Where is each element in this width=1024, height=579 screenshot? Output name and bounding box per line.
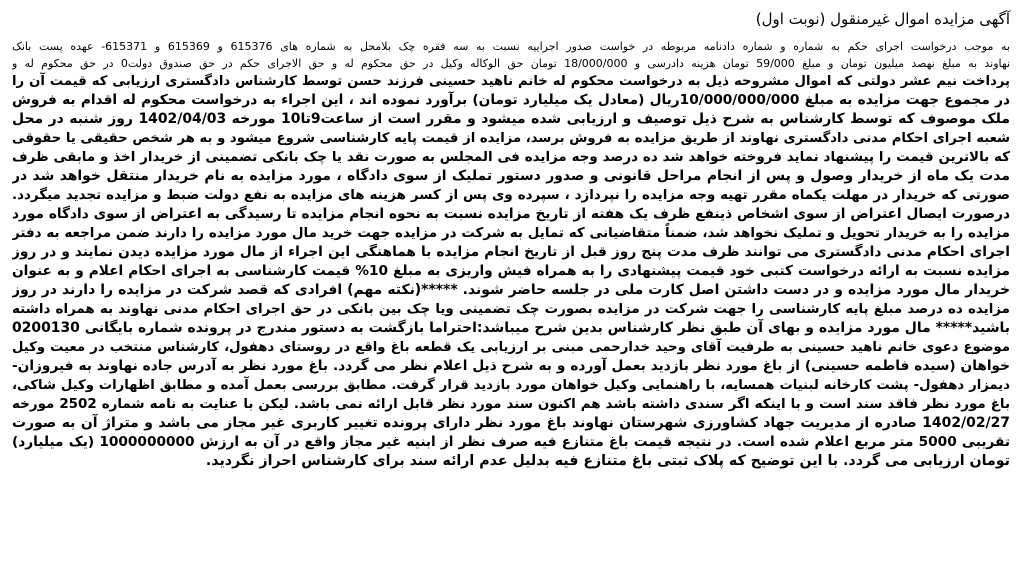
notice-line: نهاوند به مبلغ نهصد میلیون تومان و مبلغ 59/000 تومان هزینه دادرسی و 18/000/000 تومان حق الوکاله وکیل در حق محکوم له و حق الاجرای حکم در حق صندوق دولت0 در حق محکوم له و: [12, 57, 1010, 70]
notice-line: تومان ارزیابی می گردد. با این توضیح که پلاک ثبتی باغ متنازع فیه بدلیل عدم ارائه سند برای کارشناس احراز نگردید.: [205, 453, 1010, 469]
notice-line: موضوع دعوی خانم ناهید حسینی به طرفیت آقای وحید خدارحمی مبنی بر ارزیابی یک قطعه باغ واقع در روستای دهفول، کارشناس منتخب در معیت وکیل: [12, 340, 1010, 355]
notice-line: در مجموع جهت مزایده به مبلغ 10/000/000/000ریال (معادل یک میلیارد تومان) برآورد نموده اند ، این اجراء به درخواست محکوم له اقدام به فروش: [12, 92, 1010, 108]
notice-line: 1402/02/27 صادره از مدیریت جهاد کشاورزی شهرستان نهاوند باغ مورد نظر دارای پرونده تغییر کاربری غیر مجاز می باشد و متراژ آن به صورت: [12, 415, 1010, 431]
notice-line: به موجب درخواست اجرای حکم به شماره و شماره دادنامه مربوطه در خواست صدور اجراییه نسبت به سه فقره چک بلامحل به شماره های 615376 و 615369 و 615371- عهده پست بانک: [12, 40, 1010, 53]
notice-body: [12, 38, 1010, 471]
notice-line: صورتی که خریدار در مهلت یکماه مقرر تهیه وجه مزایده را نپردازد ، سپرده وی پس از کسر هزینه های مزایده به نفع دولت ضبط و مزایده تجدید میگردد.: [12, 188, 1010, 203]
notice-line: مزایده ده درصد مبلغ پایه کارشناسی را جهت شرکت در مزایده بصورت چک تضمینی ویا چک بین بانکی در حق اجرای احکام مدنی نهاوند به همراه داشته: [12, 302, 1010, 317]
notice-line: مزایده نسبت به ارائه درخواست کتبی خود قیمت پیشنهادی را به همراه فیش واریزی به مبلغ 10% قیمت کارشناسی به اجرای احکام اعلام و به عنوان: [12, 263, 1010, 279]
notice-line: پرداخت نیم عشر دولتی که اموال مشروحه ذیل به درخواست محکوم له خانم ناهید حسینی فرزند حسن توسط کارشناس دادگستری ارزیابی که قیمت آن را: [12, 74, 1010, 89]
notice-line: خواهان (سیده فاطمه حسینی) از باغ مورد نظر بازدید بعمل آورده و به شرح ذیل اعلام نظر می گردد. باغ مورد نظر به آدرس جاده نهاوند به فیروزان-: [12, 358, 1010, 374]
notice-title: آگهی مزایده اموال غیرمنقول (نوبت اول): [755, 10, 1010, 28]
notice-line: باشید***** مال مورد مزایده و بهای آن طبق نظر کارشناس بدین شرح میباشد:احتراما بازگشت به دستور مندرج در پرونده شماره بایگانی 0200130: [12, 320, 1010, 336]
notice-line: درصورت ایصال اعتراض از سوی اشخاص ذینفع ظرف یک هفته از تاریخ مزایده نسبت به نحوه انجام مزایده تا رسیدگی به اعتراض از سوی دادگاه مورد: [12, 206, 1010, 222]
notice-line: مدت یک ماه از خریدار وصول و پس از انجام مراحل قانونی و صدور دستور تملیک از سوی دادگاه ، مورد مزایده به نام خریدار منتقل خواهد شد در: [12, 168, 1010, 184]
notice-line: خریدار مال مورد مزایده و در دست داشتن اصل کارت ملی در جلسه حاضر شوند. *****(نکته مهم) افرادی که قصد شرکت در مزایده را دارند در روز: [12, 282, 1010, 298]
notice-line: باغ مورد نظر فاقد سند است و با اینکه اگر سندی داشته باشد هم اکنون سند مورد نظر قابل ارائه نمی باشد. لیکن با عنایت به نامه شماره 2502 مورخه: [12, 397, 1010, 412]
notice-line: اجرای احکام مدنی دادگستری می توانند ظرف مدت پنج روز قبل از تاریخ انجام مزایده با هماهنگی این اجراء از مال مورد مزایده دیدن نمایند و در روز: [12, 244, 1010, 260]
notice-line: شعبه اجرای احکام مدنی دادگستری نهاوند از طریق مزایده به فروش برسد، مزایده از قیمت پایه کارشناسی شروع میشود و به هر شخص حقیقی یا حقوقی: [12, 131, 1010, 146]
notice-line: تقریبی 5000 متر مربع اعلام شده است. در نتیجه قیمت باغ متنازع فیه صرف نظر از ابنیه غیر مجاز واقع در آن به ارزش 1000000000 (یک میلیارد): [12, 434, 1010, 450]
notice-line: که بالاترین قیمت را پیشنهاد نماید فروخته خواهد شد ده درصد وجه مزایده فی المجلس به صورت نقد یا چک بانکی تضمینی از خریدار اخذ و مابقی ظرف: [12, 150, 1010, 165]
notice-line: مزایده را به خریدار تحویل و تملیک نخواهد شد، ضمناً متقاضیانی که تمایل به شرکت در مزایده جهت خرید مال مورد مزایده را دارند ضمن مراجعه به دفتر: [12, 226, 1010, 241]
notice-line: ملک موصوف که توسط کارشناس به شرح ذیل توصیف و ارزیابی شده میشود و مقرر است از ساعت9تا10 مورخه 1402/04/03 روز شنبه در محل: [12, 111, 1010, 127]
notice-line: دیمزار دهفول- پشت کارخانه لبنیات همسایه، با راهنمایی وکیل خواهان مورد بازدید قرار گرفت. مطابق بررسی بعمل آمده و مطابق اظهارات وکیل شاکی،: [12, 378, 1010, 393]
